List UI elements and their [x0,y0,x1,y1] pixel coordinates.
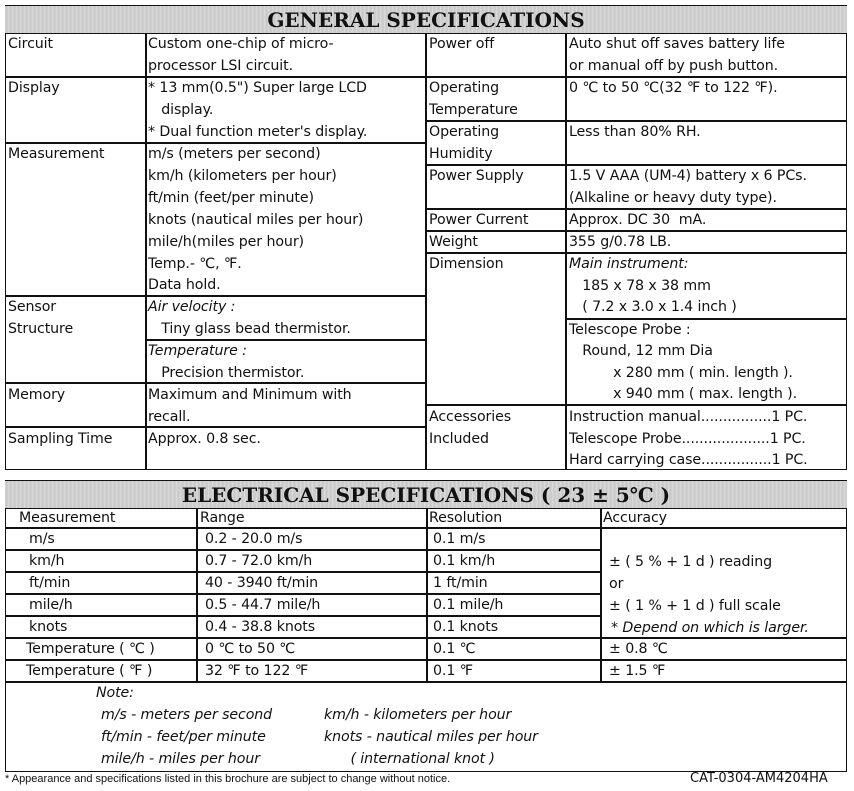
column-header-range: Range [200,510,245,526]
display-label: Display [8,80,60,96]
measurement-value: ft/min (feet/per minute) [148,190,314,206]
operating-temperature-value: 0 ℃ to 50 ℃(32 ℉ to 122 ℉). [569,80,778,96]
memory-value: recall. [148,409,191,425]
circuit-value: processor LSI circuit. [148,58,294,74]
row-resolution: 1 ft/min [433,575,488,591]
main-instrument-value: ( 7.2 x 3.0 x 1.4 inch ) [569,299,737,315]
note-item: knots - nautical miles per hour [324,729,538,745]
operating-humidity-label: Operating [429,124,500,140]
row-resolution: 0.1 knots [433,619,499,635]
row-range: 0.4 - 38.8 knots [205,619,316,635]
measurement-value: knots (nautical miles per hour) [148,212,364,228]
electrical-specifications-title: ELECTRICAL SPECIFICATIONS ( 23 ± 5℃ ) [181,483,671,507]
measurement-value: km/h (kilometers per hour) [148,168,337,184]
temperature-sensor-value: Precision thermistor. [148,365,305,381]
row-accuracy: ± 1.5 ℉ [609,663,666,679]
operating-humidity-label: Humidity [429,146,493,162]
sensor-label: Structure [8,321,74,337]
accessories-label: Accessories [429,409,512,425]
row-resolution: 0.1 mile/h [433,597,504,613]
divider [426,508,428,682]
speed-accuracy-text: ± ( 5 % + 1 d ) reading [609,554,773,570]
circuit-value: Custom one-chip of micro- [148,36,334,52]
row-measurement: mile/h [29,597,73,613]
telescope-probe-value: Telescope Probe : [569,322,691,338]
note-item: m/s - meters per second [101,707,273,723]
power-supply-label: Power Supply [429,168,524,184]
speed-accuracy-text: ± ( 1 % + 1 d ) full scale [609,598,781,614]
operating-temperature-label: Operating [429,80,500,96]
measurement-value: mile/h(miles per hour) [148,234,304,250]
accessory-item: Hard carrying case................1 PC. [569,452,808,468]
telescope-probe-value: Round, 12 mm Dia [569,343,713,359]
note-item: km/h - kilometers per hour [324,707,512,723]
sampling-time-label: Sampling Time [8,431,113,447]
note-item: ( international knot ) [324,751,495,767]
row-measurement: Temperature ( ℃ ) [26,641,155,657]
display-value: display. [148,102,214,118]
divider [196,508,198,682]
measurement-value: Data hold. [148,277,221,293]
speed-accuracy-text: or [609,576,624,592]
electrical-specifications-header [5,481,847,509]
speed-accuracy-note: * Depend on which is larger. [611,620,809,636]
telescope-probe-value: x 940 mm ( max. length ). [569,386,797,402]
air-velocity-title: Air velocity : [148,299,236,315]
power-off-value: Auto shut off saves battery life [569,36,785,52]
main-instrument-title: Main instrument: [569,256,689,272]
power-off-value: or manual off by push button. [569,58,779,74]
sensor-label: Sensor [8,299,57,315]
sampling-time-value: Approx. 0.8 sec. [148,431,261,447]
divider [600,508,602,682]
operating-humidity-value: Less than 80% RH. [569,124,701,140]
note-title: Note: [96,685,134,701]
catalog-number: CAT-0304-AM4204HA [690,771,828,786]
row-measurement: m/s [29,531,55,547]
row-resolution: 0.1 m/s [433,531,486,547]
row-resolution: 0.1 ℃ [433,641,476,657]
accessory-item: Telescope Probe....................1 PC. [569,431,806,447]
power-current-value: Approx. DC 30 mA. [569,212,707,228]
row-range: 0.2 - 20.0 m/s [205,531,303,547]
row-resolution: 0.1 km/h [433,553,496,569]
row-measurement: ft/min [29,575,71,591]
dimension-label: Dimension [429,256,504,272]
column-header-resolution: Resolution [429,510,503,526]
weight-value: 355 g/0.78 LB. [569,234,672,250]
column-header-measurement: Measurement [19,510,116,526]
row-range: 0 ℃ to 50 ℃ [205,641,296,657]
row-range: 0.7 - 72.0 km/h [205,553,313,569]
divider [5,527,846,529]
column-header-accuracy: Accuracy [603,510,667,526]
measurement-value: Temp.- ℃, ℉. [148,256,242,272]
accessories-label: Included [429,431,489,447]
row-range: 40 - 3940 ft/min [205,575,319,591]
row-range: 0.5 - 44.7 mile/h [205,597,321,613]
power-supply-value: (Alkaline or heavy duty type). [569,190,777,206]
main-instrument-value: 185 x 78 x 38 mm [569,278,711,294]
weight-label: Weight [429,234,478,250]
row-range: 32 ℉ to 122 ℉ [205,663,309,679]
divider [145,33,147,469]
note-item: mile/h - miles per hour [101,751,260,767]
row-measurement: Temperature ( ℉ ) [26,663,153,679]
power-off-label: Power off [429,36,495,52]
general-specifications-title: GENERAL SPECIFICATIONS [267,8,585,32]
accessory-item: Instruction manual................1 PC. [569,409,808,425]
power-current-label: Power Current [429,212,529,228]
memory-value: Maximum and Minimum with [148,387,352,403]
power-supply-value: 1.5 V AAA (UM-4) battery x 6 PCs. [569,168,807,184]
air-velocity-value: Tiny glass bead thermistor. [148,321,351,337]
telescope-probe-value: x 280 mm ( min. length ). [569,365,793,381]
note-item: ft/min - feet/per minute [101,729,266,745]
circuit-label: Circuit [8,36,53,52]
temperature-sensor-title: Temperature : [148,343,247,359]
measurement-value: m/s (meters per second) [148,146,321,162]
memory-label: Memory [8,387,66,403]
disclaimer: * Appearance and specifications listed in this brochure are subject to change without notice. [5,773,451,785]
display-value: * 13 mm(0.5") Super large LCD [148,80,367,96]
display-value: * Dual function meter's display. [148,124,368,140]
row-measurement: knots [29,619,68,635]
row-measurement: km/h [29,553,65,569]
general-specifications-header [5,6,847,34]
row-resolution: 0.1 ℉ [433,663,474,679]
operating-temperature-label: Temperature [429,102,518,118]
measurement-label: Measurement [8,146,105,162]
row-accuracy: ± 0.8 ℃ [609,641,668,657]
